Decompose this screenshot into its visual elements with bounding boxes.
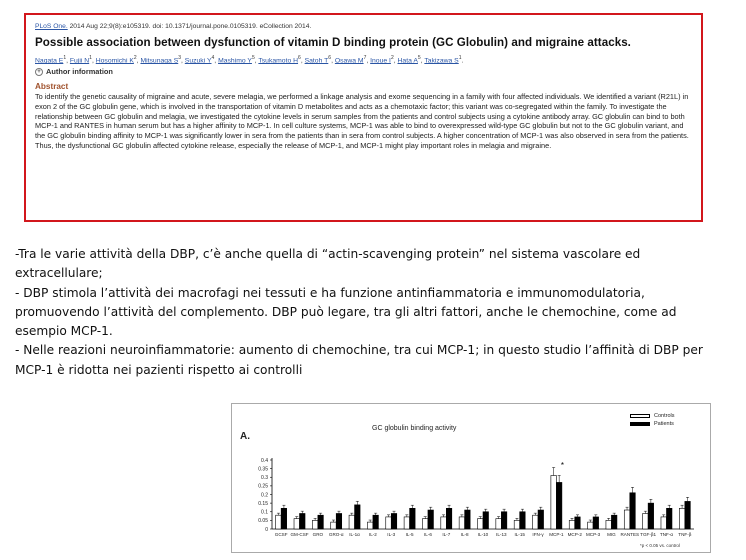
bar-controls [312,520,318,529]
bar-controls [459,517,465,529]
x-tick-label: IFN-γ [532,532,544,537]
bar-patients [446,508,452,529]
author-list: Nagata $E^1$, Fujii $N^1$, Hosomichi $K^2$, Mitsunaga $S^3$, Suzuki $Y^4$, Mashimo $Y^5$, Tsukamoto $H^6$, Satoh $T^6$, Osawa $M^7$, Inoue $I^2$, Hata $A^5$, Takizawa $S^1$. [35,55,464,65]
author-affiliation: 2 [390,55,394,61]
x-tick-label: IL-13 [496,532,507,537]
x-tick-label: IL-6 [423,532,432,537]
author-affiliation: 5 [417,55,421,61]
bar-controls [294,519,300,529]
author-link[interactable]: Tsukamoto H [258,57,299,65]
bullet-text [15,245,730,380]
bar-patients [666,508,672,529]
x-tick-label: IL-8 [460,532,469,537]
bar-controls [551,476,557,529]
chart-title: GC globulin binding activity [372,425,457,432]
legend-label-patients: Patients [654,421,674,427]
bar-patients [428,510,434,529]
bar-controls [643,513,649,529]
bar-patients [300,513,306,529]
x-tick-label: RANTES [620,532,640,537]
bar-patients [318,515,324,529]
bar-controls [422,519,428,529]
author-affiliation: 5 [251,55,255,61]
citation-line [35,22,693,31]
x-tick-label: IL-15 [514,532,525,537]
author-link[interactable]: Mashimo Y [218,57,252,65]
author-information-toggle[interactable] [35,67,693,76]
article-title: Possible association between dysfunction of vitamin D binding protein (GC Globulin) and migraine attacks. [35,36,631,49]
author-link[interactable]: Mitsunaga S [140,57,179,65]
x-tick-label: MCP-1 [549,532,564,537]
author-affiliation: 6 [298,55,301,61]
y-tick-label: 0.4 [261,457,268,464]
x-tick-label: TNF-β [678,532,692,537]
bar-patients [611,515,617,529]
author-information-label: Author information [46,67,113,77]
x-tick-label: GRO-α [328,532,344,537]
x-tick-label: GCSF [274,532,288,537]
y-tick-label: 0.05 [258,518,268,525]
bar-patients [373,515,379,529]
plus-icon: + [35,68,43,76]
y-tick-label: 0.3 [261,475,268,482]
bar-patients [465,510,471,529]
author-affiliation: 1 [458,55,462,61]
author-link[interactable]: Hosomichi K [95,57,134,65]
author-affiliation: 2 [133,55,137,61]
chart-footnote: *p < 0.05 vs. control [640,543,680,548]
bar-controls [496,519,502,529]
bar-controls [404,517,410,529]
bar-controls [441,517,447,529]
bar-patients [575,517,581,529]
journal-link[interactable]: PLoS One. [35,23,68,30]
bar-controls [661,517,667,529]
x-tick-label: TGF-β1 [640,532,657,537]
bar-patients [281,508,287,529]
bar-patients [501,512,507,529]
x-tick-label: TNF-α [659,532,674,537]
x-tick-label: IL-7 [442,532,451,537]
author-link[interactable]: Satoh T [304,57,329,65]
bar-controls [514,520,520,529]
x-tick-label: IL-1α [349,532,360,537]
bar-patients [391,513,397,529]
x-tick-label: IL-2 [368,532,377,537]
author-affiliation: 6 [328,55,332,61]
abstract-text: To identify the genetic causality of migraine and acute, severe melagia, we performed a linkage analysis and exome sequencing in a family with four affected individuals. We identified a variant (R21L) in exon 2 of the GC globulin gene, which is involved in the transportation of vitamin D metabolites and acts as a chemotaxic factor; this variant was co-segregated within the family. To investigate the relationship between GC globulin and melagia, we investigated the cytokine levels in serum samples from the patients and control subjects using a cytokine antibody array. GC globulin can bind to both MCP-1 and RANTES in human serum but has a higher affinity to MCP-1. In cell culture systems, MCP-1 was able to bind to overexpressed wild-type GC globulin but not to the GC globulin variant, and the GC globulin binding affinity to MCP-1 was significantly lower in sera from the patients than in sera from control subjects. A higher concentration of MCP-1 was also observed in sera from the patients. Thus, the dysfunctional GC globulin affected cytokine release, especially the release of MCP-1, and MCP-1 might play important roles in melagia and migraine. [35,92,689,150]
bar-controls [624,510,630,529]
author-link[interactable]: Hata A [397,57,418,65]
legend-label-controls: Controls [654,413,675,419]
bar-controls [478,519,484,529]
bullet-2: - DBP stimola l’attività dei macrofagi nei tessuti e ha funzione antinfiammatoria e immunomodulatoria, promuovendo l’attività del complemento. DBP può legare, tra gli altri fattori, anche le chemochine, come ad esempio MCP-1. [15,285,677,339]
chart-figure [231,403,711,553]
bar-patients [410,508,416,529]
y-tick-label: 0.1 [261,509,268,516]
author-link[interactable]: Takizawa S [424,57,459,65]
author-link[interactable]: Osawa M [334,57,364,65]
author-link[interactable]: Fujii N [69,57,90,65]
bar-patients [648,503,654,529]
author-link[interactable]: Suzuki Y [184,57,212,65]
bar-controls [606,520,612,529]
y-tick-label: 0 [265,526,268,533]
x-tick-label: MIG [607,532,616,537]
bar-patients [355,505,361,529]
author-link[interactable]: Inoue I [370,57,391,65]
citation-details: 2014 Aug 22;9(8):e105319. doi: 10.1371/journal.pone.0105319. eCollection 2014. [67,23,312,30]
x-tick-label: GM-CSF [290,532,309,537]
bar-controls [349,515,355,529]
abstract-box [24,13,703,222]
bar-patients [520,512,526,529]
bar-patients [538,510,544,529]
significance-marker: * [560,460,564,470]
author-affiliation: 3 [178,55,182,61]
author-affiliation: 1 [63,55,67,61]
author-affiliation: 1 [89,55,92,61]
bar-patients [685,501,691,529]
bar-chart [232,404,710,552]
bullet-3: - Nelle reazioni neuroinfiammatorie: aumento di chemochine, tra cui MCP-1; in questo studio l’affinità di DBP per MCP-1 è ridotta nei pazienti rispetto ai controlli [15,343,703,377]
figure-letter: A. [240,431,250,442]
y-tick-label: 0.2 [261,492,268,499]
x-tick-label: MCP-3 [585,532,601,537]
bar-patients [556,482,562,529]
x-tick-label: GRO [312,532,324,537]
bar-controls [331,522,337,529]
bar-patients [336,513,342,529]
y-tick-label: 0.25 [258,483,268,490]
x-tick-label: IL-5 [405,532,414,537]
y-tick-label: 0.35 [258,466,268,473]
bar-patients [593,517,599,529]
x-tick-label: IL-10 [477,532,489,537]
author-affiliation: 4 [211,55,215,61]
author-link[interactable]: Nagata E [35,57,64,65]
x-tick-label: MCP-2 [567,532,582,537]
bar-patients [483,512,489,529]
bar-controls [386,517,392,529]
bar-controls [569,520,575,529]
bullet-1: -Tra le varie attività della DBP, c’è anche quella di “actin-scavenging protein” nel sistema vascolare ed extracellulare; [15,247,641,281]
bar-controls [533,515,539,529]
bar-controls [679,508,685,529]
bar-patients [630,493,636,529]
author-affiliation: 7 [363,55,367,61]
x-tick-label: IL-3 [387,532,396,537]
abstract-heading: Abstract [35,82,69,92]
y-tick-label: 0.15 [258,500,268,507]
bar-controls [588,522,594,529]
bar-controls [367,522,373,529]
bar-controls [276,515,282,529]
